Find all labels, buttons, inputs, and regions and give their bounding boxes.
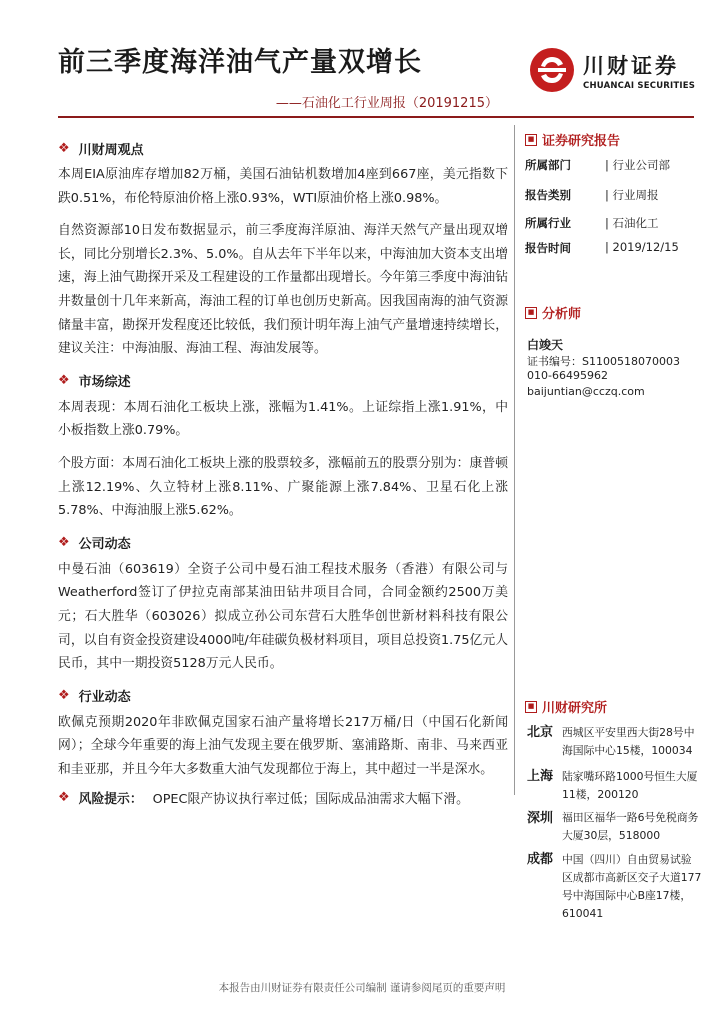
analyst-name: 白竣天 bbox=[527, 338, 564, 352]
analyst-email[interactable]: baijuntian@cczq.com bbox=[527, 385, 645, 398]
institute-heading bbox=[525, 697, 607, 716]
square-bullet-icon: ■ bbox=[525, 307, 537, 319]
market-paragraph-1: 本周表现：本周石油化工板块上涨，涨幅为1.41%。上证综指上涨1.91%，中小板指数上涨0.79%。 bbox=[58, 399, 508, 439]
institute-heading-text: 川财研究所 bbox=[542, 701, 608, 716]
square-bullet-icon: ■ bbox=[525, 134, 537, 146]
office-address-beijing: 西城区平安里西大街28号中海国际中心15楼，100034 bbox=[562, 726, 695, 757]
company-paragraph-1: 中曼石油（603619）全资子公司中曼石油工程技术服务（香港）有限公司与Weatherford签订了伊拉克南部某油田钻井项目合同，合同金额约2500万美元；石大胜华（603026）拟成立孙公司东营石大胜华创世新材料科技有限公司，以自有资金投资建设4000吨/年硅碳负极材料项目，项目总投资1.75亿元人民币，其中一期投资5128万元人民币。 bbox=[58, 561, 508, 672]
logo-chinese-name: 川财证券 bbox=[583, 54, 679, 78]
analyst-cert: 证书编号：S1100518070003 bbox=[527, 355, 680, 368]
diamond-bullet-icon: ❖ bbox=[58, 688, 70, 704]
market-paragraph-2: 个股方面：本周石油化工板块上涨的股票较多，涨幅前五的股票分别为：康普顿上涨12.19%、久立特材上涨8.11%、广聚能源上涨7.84%、卫星石化上涨5.78%、中海油服上涨5.62%。 bbox=[58, 455, 508, 519]
industry-paragraph-1: 欧佩克预期2020年非欧佩克国家石油产量将增长217万桶/日（中国石化新闻网）；全球今年重要的海上油气发现主要在俄罗斯、塞浦路斯、南非、马来西亚和圭亚那，并且今年大多数重大油气发现都位于海上，其中超过一半是深水。 bbox=[58, 714, 508, 777]
report-title: 前三季度海洋油气产量双增长 bbox=[58, 47, 422, 78]
page-footer: 本报告由川财证券有限责任公司编制 谨请参阅尾页的重要声明 bbox=[218, 982, 506, 994]
diamond-bullet-icon: ❖ bbox=[58, 535, 70, 551]
info-value: | 行业周报 bbox=[605, 188, 659, 202]
office-address-shenzhen: 福田区福华一路6号免税商务大厦30层，518000 bbox=[562, 811, 699, 842]
section-heading-text: 市场综述 bbox=[78, 375, 131, 391]
diamond-bullet-icon: ❖ bbox=[58, 373, 70, 389]
office-city-beijing: 北京 bbox=[527, 725, 554, 740]
diamond-bullet-icon: ❖ bbox=[58, 140, 70, 156]
views-paragraph-2: 自然资源部10日发布数据显示，前三季度海洋原油、海洋天然气产量出现双增长，同比分别增长2.3%、5.0%。自从去年下半年以来，中海油加大资本支出增速，海上油气勘探开采及工程建设的工作量都出现增长。今年第三季度中海油钻井数量创十几年来新高，海油工程的订单也创历史新高。因我国南海的油气资源储量丰富，勘探开发程度还比较低，我们预计明年海上油气产量增速持续增长，建议关注：中海油服、海油工程、海油发展等。 bbox=[58, 223, 508, 357]
report-subtitle: ——石油化工行业周报（20191215） bbox=[275, 96, 498, 111]
section-heading-text: 公司动态 bbox=[78, 537, 131, 553]
diamond-bullet-icon: ❖ bbox=[58, 790, 70, 806]
info-value: | 行业公司部 bbox=[605, 158, 671, 172]
analyst-heading-text: 分析师 bbox=[542, 307, 582, 322]
analyst-heading bbox=[525, 303, 581, 322]
views-paragraph-1: 本周EIA原油库存增加82万桶，美国石油钻机数增加4座到667座，美元指数下跌0.51%，布伦特原油价格上涨0.93%，WTI原油价格上涨0.98%。 bbox=[58, 167, 508, 206]
main-content bbox=[58, 128, 508, 807]
header-divider bbox=[58, 116, 694, 118]
info-key: 报告类别 bbox=[525, 188, 571, 202]
info-key: 所属部门 bbox=[525, 158, 571, 172]
analyst-phone: 010-66495962 bbox=[527, 369, 608, 382]
info-value: | 2019/12/15 bbox=[605, 240, 679, 254]
chuancai-logo-icon bbox=[528, 46, 576, 94]
company-logo bbox=[528, 46, 696, 94]
column-divider bbox=[514, 125, 515, 795]
report-type-heading bbox=[525, 130, 620, 149]
info-key: 报告时间 bbox=[525, 241, 571, 255]
section-heading-company bbox=[58, 533, 508, 553]
office-city-shanghai: 上海 bbox=[527, 769, 554, 784]
risk-text: OPEC限产协议执行率过低；国际成品油需求大幅下滑。 bbox=[152, 792, 469, 808]
office-city-chengdu: 成都 bbox=[527, 852, 554, 867]
office-city-shenzhen: 深圳 bbox=[527, 811, 554, 826]
report-type-text: 证券研究报告 bbox=[542, 134, 621, 149]
info-value: | 石油化工 bbox=[605, 216, 659, 230]
section-heading-views bbox=[58, 138, 508, 158]
office-address-chengdu: 中国（四川）自由贸易试验区成都市高新区交子大道177号中海国际中心B座17楼，610041 bbox=[562, 853, 702, 920]
logo-english-name: CHUANCAI SECURITIES bbox=[583, 81, 696, 91]
square-bullet-icon: ■ bbox=[525, 701, 537, 713]
risk-warning bbox=[58, 788, 508, 807]
section-heading-text: 行业动态 bbox=[78, 690, 131, 706]
office-address-shanghai: 陆家嘴环路1000号恒生大厦11楼，200120 bbox=[562, 770, 698, 801]
section-heading-text: 川财周观点 bbox=[78, 142, 144, 158]
section-heading-market bbox=[58, 371, 508, 391]
info-key: 所属行业 bbox=[525, 216, 571, 230]
section-heading-industry bbox=[58, 686, 508, 706]
risk-label: 风险提示： bbox=[78, 792, 143, 808]
